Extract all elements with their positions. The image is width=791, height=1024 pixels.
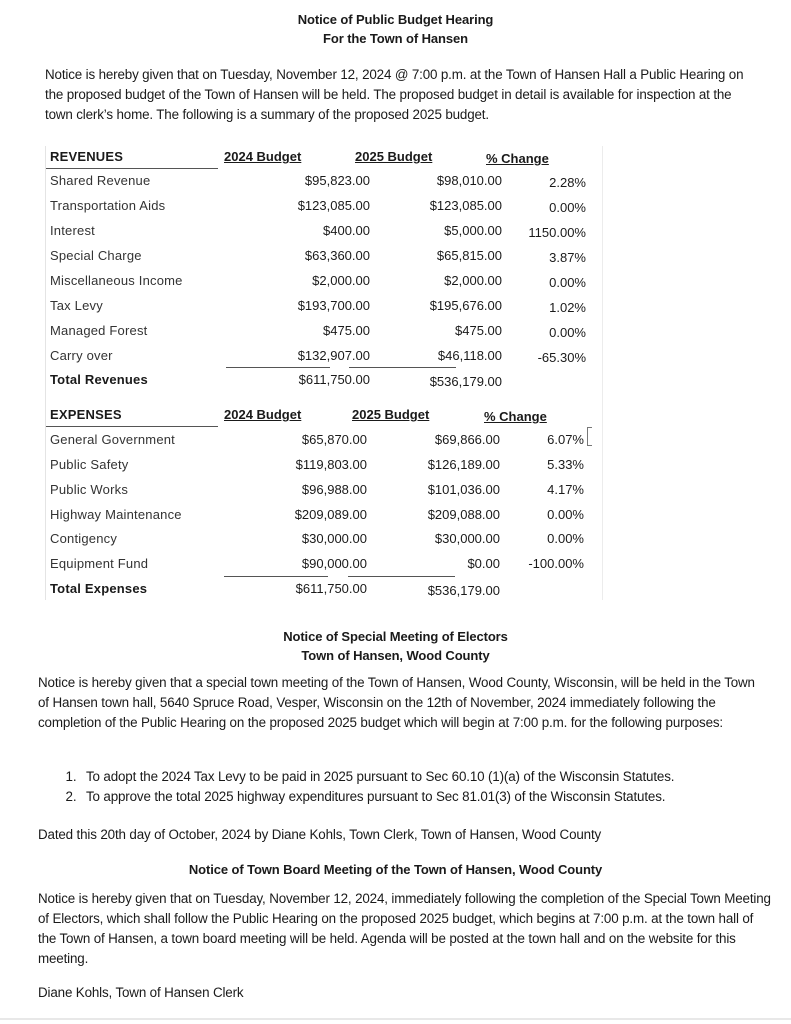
row-label: Total Expenses <box>50 581 148 596</box>
row-2024-budget: $400.00 <box>323 223 370 238</box>
total-2024-budget: $611,750.00 <box>298 372 370 387</box>
row-2025-budget: $98,010.00 <box>436 173 502 188</box>
total-2025-budget: $536,179.00 <box>429 374 502 389</box>
hearing-title-line2: For the Town of Hansen <box>323 31 468 46</box>
electors-title-line2: Town of Hansen, Wood County <box>301 648 490 663</box>
row-label: General Government <box>50 432 175 447</box>
row-2024-budget: $90,000.00 <box>301 556 367 571</box>
row-label: Carry over <box>50 348 113 363</box>
table-row <box>46 344 606 368</box>
row-2025-budget: $209,088.00 <box>427 507 500 522</box>
board-title: Notice of Town Board Meeting of the Town of Hansen, Wood County <box>188 862 603 877</box>
revenues-header-2024: 2024 Budget <box>224 149 302 164</box>
row-2024-budget: $132,907.00 <box>297 348 370 363</box>
row-2025-budget: $5,000.00 <box>444 223 502 238</box>
row-pct-change: 0.00% <box>549 200 586 215</box>
table-row <box>46 194 606 218</box>
row-2025-budget: $30,000.00 <box>434 531 500 546</box>
row-2024-budget: $193,700.00 <box>297 298 370 313</box>
row-pct-change: 0.00% <box>549 325 586 340</box>
row-label: Highway Maintenance <box>50 507 182 522</box>
table-row <box>46 219 606 243</box>
row-pct-change: 1150.00% <box>528 225 586 240</box>
row-2024-budget: $2,000.00 <box>312 273 370 288</box>
table-row <box>46 169 606 193</box>
row-label: Total Revenues <box>50 372 148 387</box>
row-pct-change: 0.00% <box>547 507 584 522</box>
row-pct-change: 2.28% <box>549 175 586 190</box>
row-pct-change: 0.00% <box>547 531 584 546</box>
table-row <box>46 478 606 502</box>
row-2025-budget: $46,118.00 <box>437 348 502 363</box>
row-2025-budget: $123,085.00 <box>429 198 502 213</box>
header-underline <box>46 426 218 427</box>
revenues-header-pct: % Change <box>486 151 549 166</box>
row-2025-budget: $69,866.00 <box>434 432 500 447</box>
total-expenses-row <box>46 577 606 601</box>
purpose-item: 1. To adopt the 2024 Tax Levy to be paid in 2025 pursuant to Sec 60.10 (1)(a) of the Wisconsin Statutes. <box>80 767 674 787</box>
board-paragraph: Notice is hereby given that on Tuesday, November 12, 2024, immediately following the completion of the Special Town Meeting of Electors, which shall follow the Public Hearing on the proposed 2025 budget, which begins at 7:00 p.m. at the town hall of the Town of Hansen, a town board meeting will be held. Agenda will be posted at the town hall and on the website for this meeting. <box>38 891 771 966</box>
revenues-header-label: REVENUES <box>50 149 124 164</box>
electors-title-line1: Notice of Special Meeting of Electors <box>283 629 508 644</box>
table-row <box>46 319 606 343</box>
row-2025-budget: $0.00 <box>467 556 500 571</box>
clerk-signature: Diane Kohls, Town of Hansen Clerk <box>38 985 244 1000</box>
total-2024-budget: $611,750.00 <box>295 581 367 596</box>
row-2024-budget: $119,803.00 <box>295 457 367 472</box>
total-2025-budget: $536,179.00 <box>427 583 500 598</box>
dated-line: Dated this 20th day of October, 2024 by Diane Kohls, Town Clerk, Town of Hansen, Wood County <box>38 827 602 842</box>
row-pct-change: 1.02% <box>549 300 586 315</box>
hearing-title <box>0 10 791 48</box>
row-pct-change: 4.17% <box>547 482 584 497</box>
table-row <box>46 428 606 452</box>
expenses-header-label: EXPENSES <box>50 407 122 422</box>
expenses-header-2024: 2024 Budget <box>224 407 302 422</box>
hearing-paragraph: Notice is hereby given that on Tuesday, November 12, 2024 @ 7:00 p.m. at the Town of Hansen Hall a Public Hearing on the proposed budget of the Town of Hansen will be held. The proposed budget in detail is available for inspection at the town clerk’s home. The following is a summary of the proposed 2025 budget. <box>45 67 744 122</box>
row-2024-budget: $209,089.00 <box>294 507 367 522</box>
row-label: Transportation Aids <box>50 198 166 213</box>
table-row <box>46 269 606 293</box>
row-2024-budget: $65,870.00 <box>301 432 367 447</box>
row-2025-budget: $126,189.00 <box>427 457 500 472</box>
row-2025-budget: $2,000.00 <box>444 273 502 288</box>
electors-paragraph: Notice is hereby given that a special town meeting of the Town of Hansen, Wood County, Wisconsin, will be held in the Town of Hansen town hall, 5640 Spruce Road, Vesper, Wisconsin on the 12th of November, 2024 immediately following the completion of the Public Hearing on the proposed 2025 budget which will begin at 7:00 p.m. for the following purposes: <box>38 675 755 730</box>
row-2024-budget: $123,085.00 <box>297 198 370 213</box>
purposes-list <box>60 767 674 807</box>
row-pct-change: 3.87% <box>549 250 586 265</box>
row-label: Managed Forest <box>50 323 148 338</box>
expenses-header-2025: 2025 Budget <box>352 407 430 422</box>
row-pct-change: 6.07% <box>547 432 584 447</box>
table-row <box>46 294 606 318</box>
row-2024-budget: $96,988.00 <box>301 482 367 497</box>
row-label: Special Charge <box>50 248 142 263</box>
row-2025-budget: $195,676.00 <box>429 298 502 313</box>
revenues-header-row <box>46 145 606 169</box>
row-label: Tax Levy <box>50 298 103 313</box>
purpose-item: 2. To approve the total 2025 highway expenditures pursuant to Sec 81.01(3) of the Wisconsin Statutes. <box>80 787 674 807</box>
row-label: Miscellaneous Income <box>50 273 183 288</box>
table-row <box>46 503 606 527</box>
total-revenues-row <box>46 368 606 392</box>
row-pct-change: 0.00% <box>549 275 586 290</box>
row-label: Contigency <box>50 531 118 546</box>
row-2024-budget: $475.00 <box>323 323 370 338</box>
table-row <box>46 527 606 551</box>
row-pct-change: 5.33% <box>547 457 584 472</box>
electors-title <box>0 627 791 665</box>
table-row <box>46 244 606 268</box>
row-label: Public Works <box>50 482 129 497</box>
row-2024-budget: $63,360.00 <box>304 248 370 263</box>
expenses-header-row <box>46 403 606 427</box>
table-row <box>46 552 606 576</box>
row-2024-budget: $95,823.00 <box>304 173 370 188</box>
row-2025-budget: $101,036.00 <box>427 482 500 497</box>
hearing-title-line1: Notice of Public Budget Hearing <box>297 12 494 27</box>
row-label: Equipment Fund <box>50 556 149 571</box>
row-label: Public Safety <box>50 457 129 472</box>
row-label: Shared Revenue <box>50 173 151 188</box>
row-2025-budget: $65,815.00 <box>436 248 502 263</box>
scan-edge <box>0 1018 791 1020</box>
row-pct-change: -65.30% <box>537 350 586 365</box>
expenses-header-pct: % Change <box>484 409 547 424</box>
row-2025-budget: $475.00 <box>455 323 502 338</box>
revenues-header-2025: 2025 Budget <box>355 149 433 164</box>
table-row <box>46 453 606 477</box>
row-2024-budget: $30,000.00 <box>301 531 367 546</box>
row-pct-change: -100.00% <box>528 556 584 571</box>
bracket-mark <box>587 427 592 446</box>
row-label: Interest <box>50 223 95 238</box>
